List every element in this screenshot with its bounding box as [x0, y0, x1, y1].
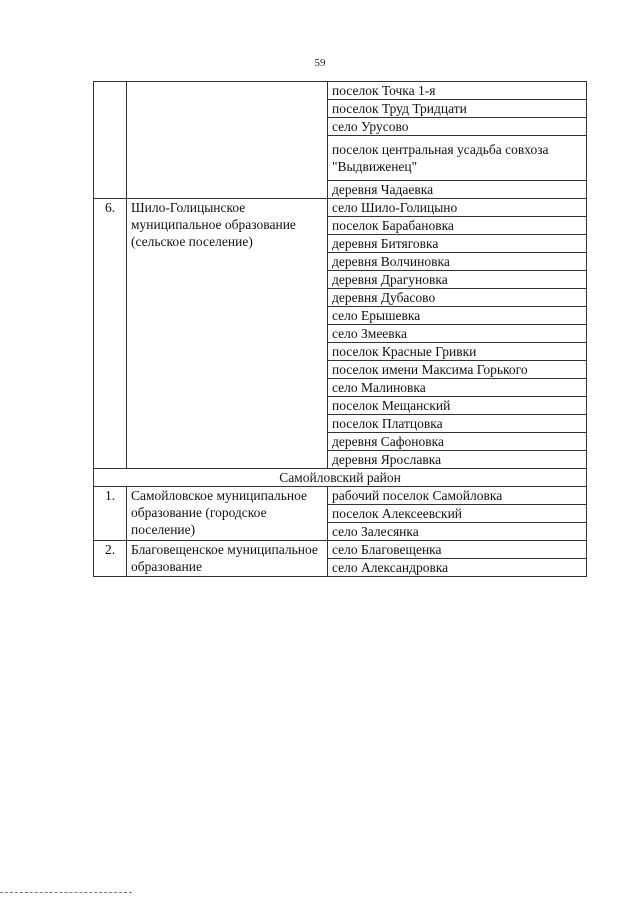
locality-cell: село Залесянка [328, 523, 587, 541]
footer-rule [0, 892, 132, 893]
locality-cell: поселок Точка 1-я [328, 82, 587, 100]
table-row [94, 199, 587, 217]
locality-cell: село Ерышевка [328, 307, 587, 325]
locality-cell: село Шило-Голицыно [328, 199, 587, 217]
number-cell [94, 82, 127, 199]
region-row [94, 469, 587, 487]
locality-cell: село Змеевка [328, 325, 587, 343]
locality-cell: рабочий поселок Самойловка [328, 487, 587, 505]
municipality-cell: Шило-Голицынское муниципальное образование (сельское поселение) [127, 199, 328, 469]
table-row [94, 82, 587, 100]
locality-cell: поселок Барабановка [328, 217, 587, 235]
number-cell: 1. [94, 487, 127, 541]
locality-cell: поселок центральная усадьба совхоза "Выдвиженец" [328, 136, 587, 181]
table-row [94, 541, 587, 559]
locality-cell: деревня Сафоновка [328, 433, 587, 451]
locality-cell: поселок Красные Гривки [328, 343, 587, 361]
municipality-cell: Благовещенское муниципальное образование [127, 541, 328, 577]
locality-cell: деревня Битяговка [328, 235, 587, 253]
locality-cell: село Малиновка [328, 379, 587, 397]
locality-cell: село Урусово [328, 118, 587, 136]
locality-cell: деревня Дубасово [328, 289, 587, 307]
municipality-cell: Самойловское муниципальное образование (городское поселение) [127, 487, 328, 541]
locality-cell: поселок Труд Тридцати [328, 100, 587, 118]
municipality-cell [127, 82, 328, 199]
locality-cell: село Александровка [328, 559, 587, 577]
locality-cell: деревня Ярославка [328, 451, 587, 469]
locality-cell: поселок имени Максима Горького [328, 361, 587, 379]
locality-cell: поселок Мещанский [328, 397, 587, 415]
locality-cell: село Благовещенка [328, 541, 587, 559]
page-number: 59 [314, 57, 326, 69]
settlements-table [93, 81, 587, 577]
number-cell: 6. [94, 199, 127, 469]
locality-cell: деревня Драгуновка [328, 271, 587, 289]
locality-cell: поселок Платцовка [328, 415, 587, 433]
region-heading: Самойловский район [94, 469, 587, 487]
number-cell: 2. [94, 541, 127, 577]
locality-cell: поселок Алексеевский [328, 505, 587, 523]
table-row [94, 487, 587, 505]
locality-cell: деревня Волчиновка [328, 253, 587, 271]
locality-cell: деревня Чадаевка [328, 181, 587, 199]
